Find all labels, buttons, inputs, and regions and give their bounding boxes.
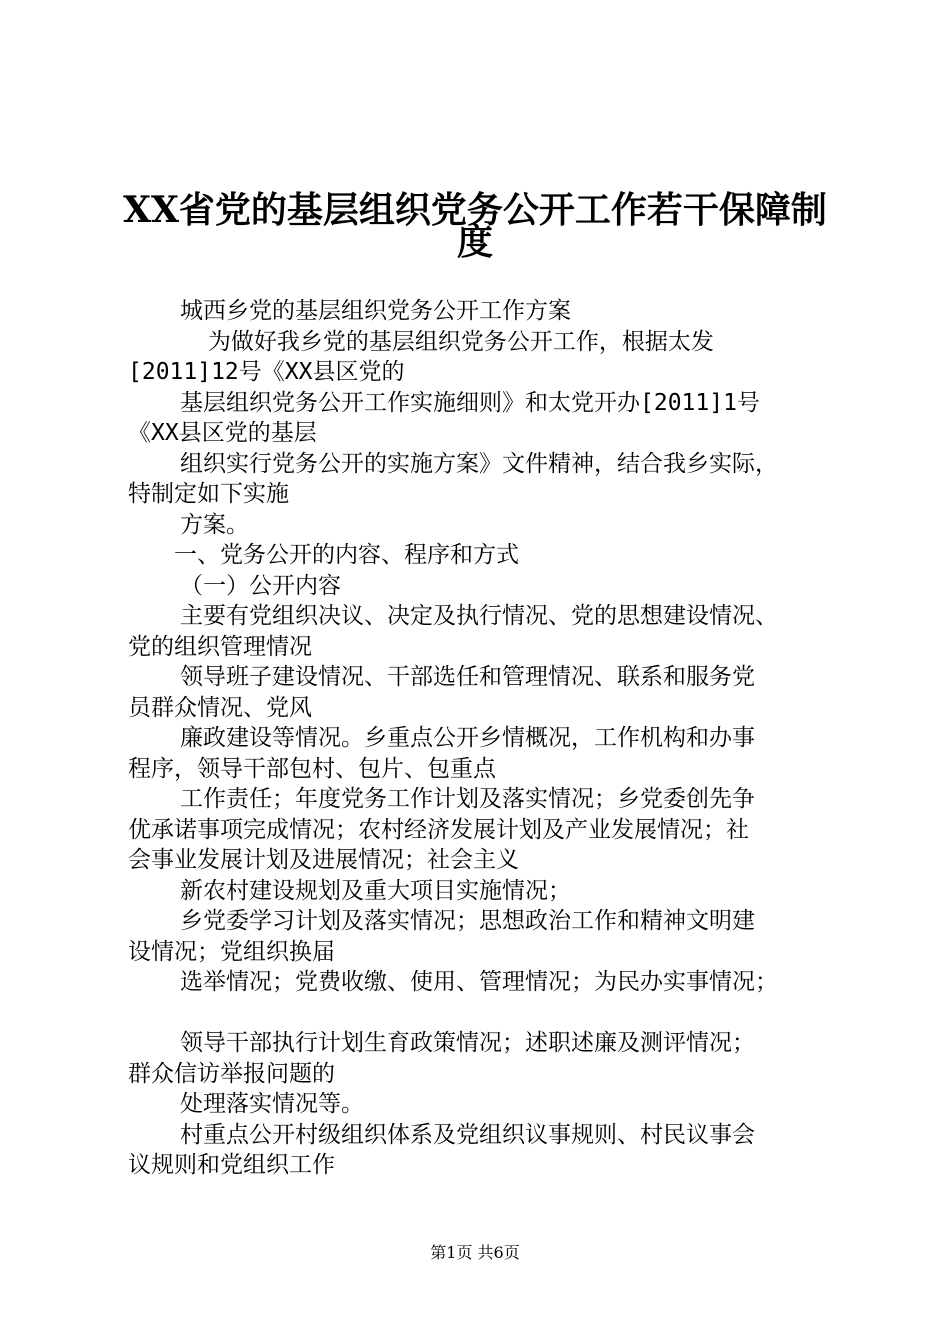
document-title-line-1: XX省党的基层组织党务公开工作若干保障制 [123, 189, 827, 231]
body-line: 城西乡党的基层组织党务公开工作方案 [180, 298, 571, 324]
body-line: 党的组织管理情况 [128, 633, 312, 660]
body-line: 员群众情况、党风 [128, 694, 312, 721]
document-body [128, 296, 834, 1181]
body-line: 为做好我乡党的基层组织党务公开工作，根据太发 [194, 328, 714, 355]
body-line: 组织实行党务公开的实施方案》文件精神，结合我乡实际， [180, 450, 778, 477]
subsection-heading: （一）公开内容 [180, 572, 341, 599]
page-number-footer: 第1页 共6页 [430, 1243, 520, 1262]
body-line: 领导班子建设情况、干部选任和管理情况、联系和服务党 [180, 664, 755, 690]
body-line: 处理落实情况等。 [180, 1091, 364, 1117]
document-title-line-2: 度 [456, 221, 493, 263]
body-line: 议规则和党组织工作 [128, 1152, 335, 1178]
body-line: 群众信访举报问题的 [128, 1060, 335, 1087]
body-line: 新农村建设规划及重大项目实施情况； [180, 877, 571, 904]
body-line: 方案。 [180, 511, 249, 538]
body-line: 优承诺事项完成情况；农村经济发展计划及产业发展情况；社 [128, 816, 749, 843]
body-line: 乡党委学习计划及落实情况；思想政治工作和精神文明建 [180, 908, 755, 934]
body-line: 设情况；党组织换届 [128, 938, 335, 965]
body-line: 工作责任；年度党务工作计划及落实情况；乡党委创先争 [180, 786, 755, 812]
body-line: 基层组织党务公开工作实施细则》和太党开办[2011]1号 [180, 389, 760, 416]
blank-line [128, 998, 834, 1029]
body-line: 会事业发展计划及进展情况；社会主义 [128, 847, 519, 873]
body-line: 主要有党组织决议、决定及执行情况、党的思想建设情况、 [180, 603, 778, 629]
body-line: 领导干部执行计划生育政策情况；述职述廉及测评情况； [180, 1030, 755, 1056]
body-line: 村重点公开村级组织体系及党组织议事规则、村民议事会 [180, 1121, 755, 1148]
body-line: 程序，领导干部包村、包片、包重点 [128, 755, 496, 782]
section-heading: 一、党务公开的内容、程序和方式 [174, 542, 519, 568]
body-line: 《XX县区党的基层 [128, 420, 317, 446]
body-line: [2011]12号《XX县区党的 [128, 359, 405, 385]
body-line: 特制定如下实施 [128, 481, 289, 507]
body-line: 廉政建设等情况。乡重点公开乡情概况，工作机构和办事 [180, 725, 755, 751]
body-line: 选举情况；党费收缴、使用、管理情况；为民办实事情况； [180, 969, 778, 995]
